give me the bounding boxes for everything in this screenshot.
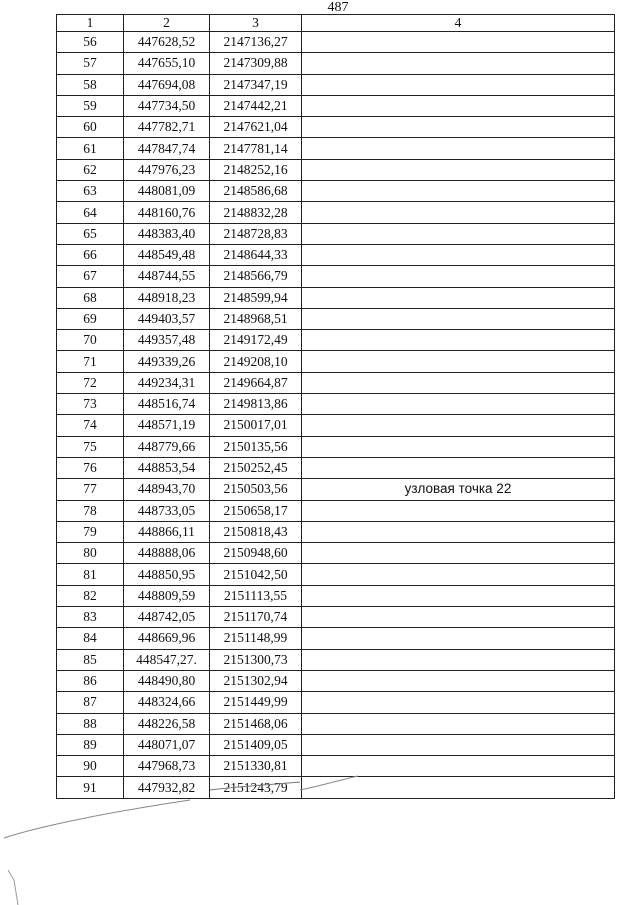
note-cell [302, 138, 615, 159]
point-number-cell: 67 [57, 266, 124, 287]
y-coordinate-cell: 2148599,94 [210, 287, 302, 308]
y-coordinate-cell: 2148728,83 [210, 223, 302, 244]
note-cell [302, 500, 615, 521]
note-cell [302, 266, 615, 287]
y-coordinate-cell: 2147621,04 [210, 117, 302, 138]
note-cell [302, 585, 615, 606]
y-coordinate-cell: 2150135,56 [210, 436, 302, 457]
note-cell [302, 372, 615, 393]
note-cell [302, 607, 615, 628]
table-row [57, 308, 615, 329]
note-cell [302, 74, 615, 95]
y-coordinate-cell: 2151170,74 [210, 607, 302, 628]
table-row [57, 607, 615, 628]
y-coordinate-cell: 2148832,28 [210, 202, 302, 223]
point-number-cell: 73 [57, 394, 124, 415]
x-coordinate-cell: 447847,74 [124, 138, 210, 159]
table-row [57, 777, 615, 798]
x-coordinate-cell: 448853,54 [124, 457, 210, 478]
x-coordinate-cell: 448733,05 [124, 500, 210, 521]
y-coordinate-cell: 2148586,68 [210, 181, 302, 202]
x-coordinate-cell: 448547,27. [124, 649, 210, 670]
point-number-cell: 75 [57, 436, 124, 457]
note-cell [302, 117, 615, 138]
point-number-cell: 82 [57, 585, 124, 606]
point-number-cell: 60 [57, 117, 124, 138]
x-coordinate-cell: 447655,10 [124, 53, 210, 74]
x-coordinate-cell: 448160,76 [124, 202, 210, 223]
x-coordinate-cell: 447694,08 [124, 74, 210, 95]
point-number-cell: 89 [57, 734, 124, 755]
table-row [57, 223, 615, 244]
y-coordinate-cell: 2151409,05 [210, 734, 302, 755]
x-coordinate-cell: 449339,26 [124, 351, 210, 372]
table-header-row [57, 15, 615, 32]
y-coordinate-cell: 2150818,43 [210, 521, 302, 542]
note-cell [302, 32, 615, 53]
point-number-cell: 66 [57, 244, 124, 265]
table-row [57, 95, 615, 116]
table-row [57, 756, 615, 777]
x-coordinate-cell: 448866,11 [124, 521, 210, 542]
table-row [57, 394, 615, 415]
y-coordinate-cell: 2150948,60 [210, 543, 302, 564]
table-row [57, 287, 615, 308]
y-coordinate-cell: 2151449,99 [210, 692, 302, 713]
point-number-cell: 81 [57, 564, 124, 585]
x-coordinate-cell: 448943,70 [124, 479, 210, 500]
x-coordinate-cell: 449403,57 [124, 308, 210, 329]
table-row [57, 734, 615, 755]
y-coordinate-cell: 2147442,21 [210, 95, 302, 116]
note-cell [302, 95, 615, 116]
y-coordinate-cell: 2150658,17 [210, 500, 302, 521]
y-coordinate-cell: 2151468,06 [210, 713, 302, 734]
x-coordinate-cell: 448742,05 [124, 607, 210, 628]
x-coordinate-cell: 449357,48 [124, 330, 210, 351]
table-row [57, 53, 615, 74]
y-coordinate-cell: 2151113,55 [210, 585, 302, 606]
point-number-cell: 80 [57, 543, 124, 564]
x-coordinate-cell: 447932,82 [124, 777, 210, 798]
table-row [57, 138, 615, 159]
point-number-cell: 69 [57, 308, 124, 329]
x-coordinate-cell: 448779,66 [124, 436, 210, 457]
note-cell [302, 202, 615, 223]
y-coordinate-cell: 2148644,33 [210, 244, 302, 265]
x-coordinate-cell: 448490,80 [124, 670, 210, 691]
x-coordinate-cell: 448383,40 [124, 223, 210, 244]
x-coordinate-cell: 448809,59 [124, 585, 210, 606]
x-coordinate-cell: 447782,71 [124, 117, 210, 138]
table-row [57, 32, 615, 53]
point-number-cell: 74 [57, 415, 124, 436]
x-coordinate-cell: 448744,55 [124, 266, 210, 287]
point-number-cell: 91 [57, 777, 124, 798]
note-cell [302, 308, 615, 329]
point-number-cell: 65 [57, 223, 124, 244]
point-number-cell: 84 [57, 628, 124, 649]
note-cell [302, 713, 615, 734]
point-number-cell: 58 [57, 74, 124, 95]
x-coordinate-cell: 447968,73 [124, 756, 210, 777]
x-coordinate-cell: 448549,48 [124, 244, 210, 265]
point-number-cell: 56 [57, 32, 124, 53]
y-coordinate-cell: 2148252,16 [210, 159, 302, 180]
y-coordinate-cell: 2150017,01 [210, 415, 302, 436]
point-number-cell: 64 [57, 202, 124, 223]
note-cell [302, 244, 615, 265]
table-row [57, 670, 615, 691]
table-row [57, 436, 615, 457]
note-cell [302, 351, 615, 372]
page-number: 487 [327, 0, 349, 15]
x-coordinate-cell: 449234,31 [124, 372, 210, 393]
y-coordinate-cell: 2147781,14 [210, 138, 302, 159]
y-coordinate-cell: 2147136,27 [210, 32, 302, 53]
y-coordinate-cell: 2150252,45 [210, 457, 302, 478]
table-row [57, 415, 615, 436]
table-row [57, 244, 615, 265]
table-row [57, 692, 615, 713]
note-cell [302, 181, 615, 202]
y-coordinate-cell: 2149208,10 [210, 351, 302, 372]
table-row [57, 628, 615, 649]
point-number-cell: 61 [57, 138, 124, 159]
table-row [57, 479, 615, 500]
point-number-cell: 90 [57, 756, 124, 777]
point-number-cell: 78 [57, 500, 124, 521]
note-cell [302, 287, 615, 308]
y-coordinate-cell: 2149664,87 [210, 372, 302, 393]
point-number-cell: 76 [57, 457, 124, 478]
x-coordinate-cell: 448850,95 [124, 564, 210, 585]
note-cell [302, 521, 615, 542]
x-coordinate-cell: 448571,19 [124, 415, 210, 436]
x-coordinate-cell: 447734,50 [124, 95, 210, 116]
table-row [57, 330, 615, 351]
point-number-cell: 77 [57, 479, 124, 500]
y-coordinate-cell: 2147309,88 [210, 53, 302, 74]
note-cell [302, 756, 615, 777]
column-header: 3 [210, 15, 302, 32]
column-header: 1 [57, 15, 124, 32]
table-row [57, 500, 615, 521]
point-number-cell: 79 [57, 521, 124, 542]
table-row [57, 159, 615, 180]
x-coordinate-cell: 447628,52 [124, 32, 210, 53]
x-coordinate-cell: 448226,58 [124, 713, 210, 734]
note-cell [302, 457, 615, 478]
table-row [57, 351, 615, 372]
note-cell [302, 53, 615, 74]
x-coordinate-cell: 448669,96 [124, 628, 210, 649]
column-header: 4 [302, 15, 615, 32]
column-header: 2 [124, 15, 210, 32]
table-row [57, 457, 615, 478]
point-number-cell: 62 [57, 159, 124, 180]
note-cell [302, 436, 615, 457]
y-coordinate-cell: 2151148,99 [210, 628, 302, 649]
note-cell [302, 394, 615, 415]
x-coordinate-cell: 448081,09 [124, 181, 210, 202]
point-number-cell: 86 [57, 670, 124, 691]
note-cell [302, 330, 615, 351]
y-coordinate-cell: 2150503,56 [210, 479, 302, 500]
point-number-cell: 57 [57, 53, 124, 74]
point-number-cell: 59 [57, 95, 124, 116]
table-row [57, 117, 615, 138]
x-coordinate-cell: 448516,74 [124, 394, 210, 415]
point-number-cell: 68 [57, 287, 124, 308]
note-cell [302, 777, 615, 798]
table-row [57, 713, 615, 734]
table-row [57, 202, 615, 223]
table-body [57, 32, 615, 799]
table-row [57, 266, 615, 287]
y-coordinate-cell: 2151300,73 [210, 649, 302, 670]
note-cell [302, 415, 615, 436]
note-cell [302, 564, 615, 585]
point-number-cell: 87 [57, 692, 124, 713]
table-row [57, 649, 615, 670]
note-cell [302, 223, 615, 244]
point-number-cell: 88 [57, 713, 124, 734]
note-cell: узловая точка 22 [302, 479, 615, 500]
note-cell [302, 670, 615, 691]
coordinates-table [56, 14, 615, 799]
x-coordinate-cell: 448918,23 [124, 287, 210, 308]
note-cell [302, 649, 615, 670]
y-coordinate-cell: 2148968,51 [210, 308, 302, 329]
x-coordinate-cell: 447976,23 [124, 159, 210, 180]
y-coordinate-cell: 2151042,50 [210, 564, 302, 585]
note-cell [302, 628, 615, 649]
note-cell [302, 543, 615, 564]
y-coordinate-cell: 2149172,49 [210, 330, 302, 351]
table-row [57, 521, 615, 542]
point-number-cell: 70 [57, 330, 124, 351]
note-cell [302, 734, 615, 755]
table-row [57, 372, 615, 393]
table-row [57, 74, 615, 95]
point-number-cell: 71 [57, 351, 124, 372]
y-coordinate-cell: 2149813,86 [210, 394, 302, 415]
y-coordinate-cell: 2148566,79 [210, 266, 302, 287]
table-row [57, 564, 615, 585]
note-cell [302, 692, 615, 713]
y-coordinate-cell: 2151302,94 [210, 670, 302, 691]
table-row [57, 585, 615, 606]
x-coordinate-cell: 448071,07 [124, 734, 210, 755]
table-row [57, 181, 615, 202]
y-coordinate-cell: 2151243,79 [210, 777, 302, 798]
point-number-cell: 72 [57, 372, 124, 393]
note-cell [302, 159, 615, 180]
table-row [57, 543, 615, 564]
x-coordinate-cell: 448324,66 [124, 692, 210, 713]
y-coordinate-cell: 2147347,19 [210, 74, 302, 95]
point-number-cell: 63 [57, 181, 124, 202]
point-number-cell: 83 [57, 607, 124, 628]
x-coordinate-cell: 448888,06 [124, 543, 210, 564]
point-number-cell: 85 [57, 649, 124, 670]
y-coordinate-cell: 2151330,81 [210, 756, 302, 777]
